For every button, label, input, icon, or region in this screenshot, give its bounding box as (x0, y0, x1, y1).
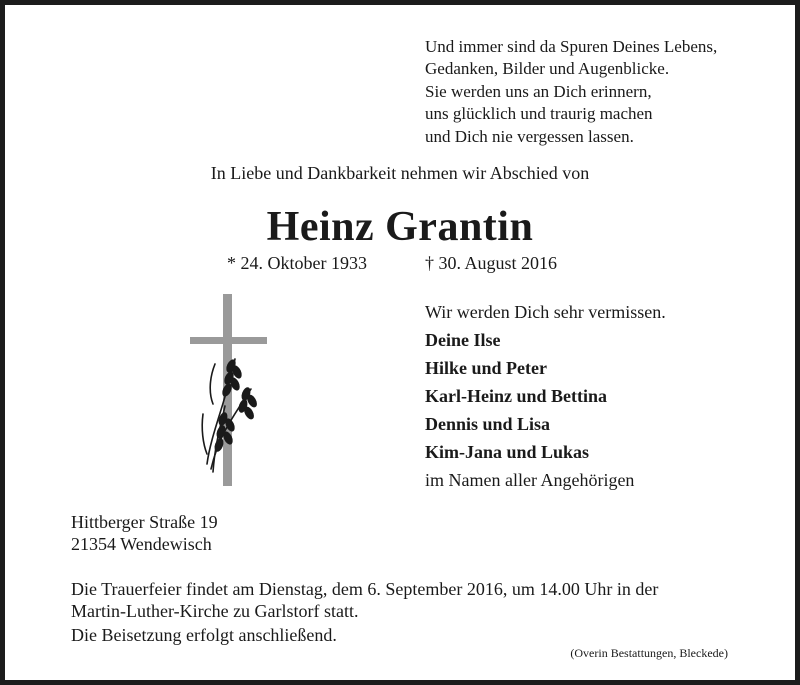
mourner-name: Hilke und Peter (425, 358, 547, 378)
service-line: Martin-Luther-Kirche zu Garlstorf statt. (71, 601, 359, 621)
poem-line: Sie werden uns an Dich erinnern, (425, 81, 652, 101)
poem-line: Und immer sind da Spuren Deines Lebens, (425, 37, 718, 56)
address-street: Hittberger Straße 19 (71, 512, 218, 532)
family-address (71, 511, 218, 555)
mourner-name: Deine Ilse (425, 330, 501, 350)
poem (425, 36, 717, 148)
mourner-name: Karl-Heinz und Bettina (425, 386, 608, 406)
undertaker-credit: (Overin Bestattungen, Bleckede) (570, 646, 728, 660)
mourner-name: Kim-Jana und Lukas (425, 442, 590, 462)
death-date: † 30. August 2016 (425, 253, 558, 273)
poem-line: Gedanken, Bilder und Augenblicke. (425, 59, 670, 79)
address-city: 21354 Wendewisch (71, 534, 212, 554)
deceased-name: Heinz Grantin (266, 204, 534, 250)
mourners-outro: im Namen aller Angehörigen (425, 470, 635, 490)
service-line: Die Trauerfeier findet am Dienstag, dem 6. September 2016, um 14.00 Uhr in der (71, 579, 659, 599)
mourners-block (425, 298, 666, 494)
farewell-intro: In Liebe und Dankbarkeit nehmen wir Abschied von (210, 163, 590, 183)
birth-date: * 24. Oktober 1933 (227, 253, 367, 273)
funeral-service-info (71, 578, 658, 622)
poem-line: und Dich nie vergessen lassen. (425, 126, 634, 146)
mourner-name: Dennis und Lisa (425, 414, 551, 434)
mourners-intro: Wir werden Dich sehr vermissen. (425, 302, 666, 322)
cross-with-wheat-icon (185, 294, 275, 490)
poem-line: uns glücklich und traurig machen (425, 104, 653, 124)
burial-info: Die Beisetzung erfolgt anschließend. (71, 625, 337, 645)
